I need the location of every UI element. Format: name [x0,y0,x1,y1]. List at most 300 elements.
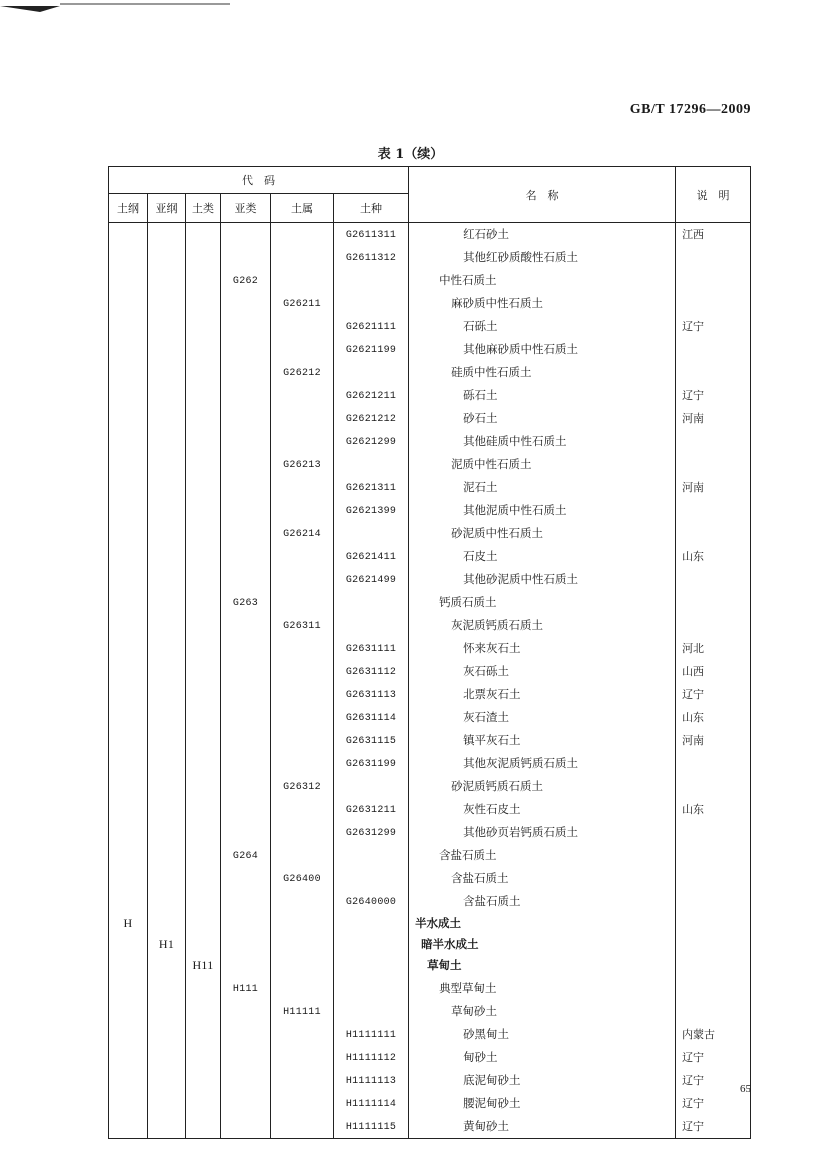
note-province [676,955,751,976]
table-caption: 表 1（续） [377,147,444,162]
order-code [109,499,148,522]
note-province [676,269,751,292]
soil-name: 中性石质土 [409,269,676,292]
group-code [186,752,221,775]
series-code-text: H1111111 [345,1029,397,1041]
note-province: 辽宁 [676,1046,751,1069]
group-code [186,568,221,591]
note-province [676,614,751,637]
soil-name: 钙质石质土 [409,591,676,614]
note-province: 辽宁 [676,384,751,407]
note-province [676,499,751,522]
family-code [271,798,334,821]
family-code [271,660,334,683]
note-province [676,934,751,955]
note-province [676,890,751,913]
soil-name: 灰石砾土 [409,660,676,683]
group-code [186,476,221,499]
order-code [109,430,148,453]
series-code [334,955,409,976]
series-code [334,591,409,614]
subgroup-code [221,430,271,453]
soil-name: 草甸土 [409,955,676,976]
soil-name: 腰泥甸砂土 [409,1092,676,1115]
series-code [334,683,409,706]
group-code [186,591,221,614]
table-row [109,890,751,913]
order-code [109,568,148,591]
family-code [271,499,334,522]
suborder-code [148,913,186,934]
group-code [186,407,221,430]
soil-name: 泥质中性石质土 [409,453,676,476]
series-code [334,499,409,522]
soil-name: 含盐石质土 [409,890,676,913]
series-code [334,977,409,1000]
order-code [109,223,148,247]
group-code [186,522,221,545]
suborder-code [148,384,186,407]
subgroup-code [221,246,271,269]
note-province [676,867,751,890]
family-code-text: G26312 [283,782,321,793]
soil-name: 石砾土 [409,315,676,338]
note-province: 河南 [676,407,751,430]
family-code [271,729,334,752]
col-header-group: 土类 [186,194,221,223]
series-code [334,246,409,269]
group-code [186,338,221,361]
col-header-family: 土属 [271,194,334,223]
table-row [109,1069,751,1092]
family-code [271,934,334,955]
table-row [109,292,751,315]
suborder-code [148,977,186,1000]
note-province: 河南 [676,476,751,499]
group-code [186,614,221,637]
soil-name: 灰石渣土 [409,706,676,729]
subgroup-code [221,568,271,591]
soil-name: 其他硅质中性石质土 [409,430,676,453]
suborder-code [148,890,186,913]
family-code [271,637,334,660]
note-province [676,568,751,591]
family-code [271,453,334,476]
family-code [271,1023,334,1046]
group-code [186,292,221,315]
series-code [334,844,409,867]
table-row [109,637,751,660]
series-code-text: H1111114 [345,1098,397,1110]
family-code-text: G26400 [283,874,321,885]
note-province: 山西 [676,660,751,683]
group-code [186,269,221,292]
series-code [334,1000,409,1023]
order-code [109,292,148,315]
soil-name: 甸砂土 [409,1046,676,1069]
soil-name: 泥石土 [409,476,676,499]
series-code [334,476,409,499]
family-code-text: G26213 [283,460,321,471]
family-code [271,568,334,591]
family-code [271,955,334,976]
group-code [186,1069,221,1092]
family-code [271,430,334,453]
table-row [109,269,751,292]
family-code [271,407,334,430]
series-code-text: G2621399 [345,506,397,517]
family-code [271,977,334,1000]
order-code [109,1046,148,1069]
group-code [186,1046,221,1069]
series-code-text: G2631114 [345,713,397,724]
suborder-code [148,683,186,706]
note-province [676,913,751,934]
table-row [109,934,751,955]
subgroup-code [221,1000,271,1023]
note-province: 山东 [676,798,751,821]
group-code [186,246,221,269]
note-province: 山东 [676,706,751,729]
subgroup-code [221,1092,271,1115]
subgroup-code-text: H111 [232,983,259,995]
soil-name: 其他泥质中性石质土 [409,499,676,522]
suborder-code [148,269,186,292]
family-code [271,338,334,361]
subgroup-code [221,338,271,361]
series-code [334,729,409,752]
series-code-text: G2621199 [345,345,397,356]
family-code [271,315,334,338]
subgroup-code [221,545,271,568]
soil-name: 砂泥质中性石质土 [409,522,676,545]
table-row [109,867,751,890]
soil-name: 其他麻砂质中性石质土 [409,338,676,361]
note-province [676,522,751,545]
suborder-code [148,775,186,798]
suborder-code [148,798,186,821]
soil-name: 含盐石质土 [409,867,676,890]
table-row [109,798,751,821]
suborder-code [148,292,186,315]
suborder-code [148,568,186,591]
name-header: 名 称 [409,167,676,223]
group-code [186,844,221,867]
note-province: 辽宁 [676,1069,751,1092]
suborder-code [148,361,186,384]
series-code-text: G2621311 [345,483,397,494]
suborder-code [148,453,186,476]
family-code [271,384,334,407]
note-province: 辽宁 [676,315,751,338]
group-code [186,1092,221,1115]
series-code [334,1069,409,1092]
order-code [109,844,148,867]
suborder-code [148,1069,186,1092]
group-code [186,913,221,934]
group-code [186,1115,221,1139]
group-code [186,545,221,568]
order-code [109,913,148,934]
group-code [186,955,221,976]
table-row [109,591,751,614]
series-code-text: H1111113 [345,1075,397,1087]
series-code [334,361,409,384]
subgroup-code [221,683,271,706]
table-row [109,522,751,545]
subgroup-code [221,269,271,292]
family-code [271,913,334,934]
family-code [271,1115,334,1139]
family-code [271,752,334,775]
table-row [109,407,751,430]
group-code [186,683,221,706]
series-code-text: G2621211 [345,391,397,402]
table-row [109,430,751,453]
suborder-code [148,867,186,890]
col-header-subgroup: 亚类 [221,194,271,223]
order-code [109,476,148,499]
order-code [109,591,148,614]
subgroup-code [221,1115,271,1139]
note-province: 山东 [676,545,751,568]
series-code-text: G2621212 [345,414,397,425]
series-code [334,637,409,660]
subgroup-code [221,384,271,407]
suborder-code [148,1092,186,1115]
note-province [676,591,751,614]
family-code [271,1069,334,1092]
table-row [109,453,751,476]
series-code [334,890,409,913]
note-province [676,821,751,844]
family-code [271,223,334,247]
family-code [271,246,334,269]
suborder-code [148,1115,186,1139]
family-code [271,844,334,867]
subgroup-code [221,1069,271,1092]
subgroup-code [221,315,271,338]
group-code [186,499,221,522]
series-code [334,614,409,637]
table-row [109,246,751,269]
suborder-code [148,545,186,568]
soil-name: 硅质中性石质土 [409,361,676,384]
family-code [271,821,334,844]
soil-name: 其他灰泥质钙质石质土 [409,752,676,775]
subgroup-code [221,660,271,683]
group-code [186,223,221,247]
series-code [334,821,409,844]
table-row [109,1092,751,1115]
series-code-text: H1111115 [345,1121,397,1133]
subgroup-code [221,798,271,821]
note-header: 说 明 [676,167,751,223]
series-code [334,269,409,292]
table-row [109,1115,751,1139]
note-province [676,246,751,269]
note-province: 辽宁 [676,683,751,706]
soil-name: 麻砂质中性石质土 [409,292,676,315]
family-code [271,591,334,614]
suborder-code [148,821,186,844]
series-code-text: G2631111 [345,644,397,655]
suborder-code [148,246,186,269]
table-row [109,1023,751,1046]
group-code [186,1000,221,1023]
series-code-text: G2631199 [345,759,397,770]
soil-name: 砂石土 [409,407,676,430]
table-row [109,338,751,361]
suborder-code [148,844,186,867]
series-code [334,775,409,798]
soil-name: 暗半水成土 [409,934,676,955]
note-province [676,292,751,315]
subgroup-code [221,522,271,545]
series-code-text: G2621499 [345,575,397,586]
series-code-text: G2611311 [345,230,397,241]
series-code [334,1046,409,1069]
series-code [334,913,409,934]
order-code [109,977,148,1000]
table-row [109,545,751,568]
soil-name: 其他红砂质酸性石质土 [409,246,676,269]
suborder-code [148,499,186,522]
suborder-code [148,729,186,752]
family-code [271,867,334,890]
group-code [186,977,221,1000]
series-code [334,522,409,545]
subgroup-code [221,1046,271,1069]
subgroup-code [221,890,271,913]
subgroup-code [221,752,271,775]
note-province [676,361,751,384]
family-code-text: G26211 [283,299,321,310]
series-code-text: G2621411 [345,552,397,563]
col-header-order: 土纲 [109,194,148,223]
order-code [109,1115,148,1139]
soil-classification-table [108,166,750,1139]
family-code [271,1000,334,1023]
suborder-code [148,752,186,775]
suborder-code [148,476,186,499]
table-row [109,913,751,934]
order-code [109,798,148,821]
soil-name: 含盐石质土 [409,844,676,867]
note-province: 江西 [676,223,751,247]
order-code [109,453,148,476]
note-province [676,453,751,476]
family-code [271,361,334,384]
order-code [109,934,148,955]
series-code [334,384,409,407]
family-code [271,292,334,315]
soil-name: 砂黑甸土 [409,1023,676,1046]
soil-name: 黄甸砂土 [409,1115,676,1139]
order-code [109,729,148,752]
group-code [186,1023,221,1046]
soil-name: 典型草甸土 [409,977,676,1000]
suborder-code [148,706,186,729]
family-code [271,476,334,499]
table-row [109,752,751,775]
order-code [109,821,148,844]
table-row [109,977,751,1000]
table-row [109,821,751,844]
family-code [271,1046,334,1069]
order-code [109,384,148,407]
series-code [334,315,409,338]
series-code [334,706,409,729]
family-code [271,683,334,706]
order-code [109,867,148,890]
order-code [109,955,148,976]
series-code-text: H1111112 [345,1052,397,1064]
series-code [334,1023,409,1046]
note-province: 内蒙古 [676,1023,751,1046]
family-code [271,614,334,637]
order-code [109,1069,148,1092]
suborder-code [148,430,186,453]
series-code [334,934,409,955]
table-row [109,775,751,798]
order-code [109,890,148,913]
subgroup-code [221,292,271,315]
subgroup-code [221,955,271,976]
order-code [109,407,148,430]
series-code-text: G2631115 [345,736,397,747]
table-row [109,706,751,729]
order-code [109,683,148,706]
page-number: 65 [740,1083,751,1095]
subgroup-code [221,977,271,1000]
subgroup-code [221,591,271,614]
order-code [109,660,148,683]
suborder-code [148,637,186,660]
table-row [109,1000,751,1023]
suborder-code [148,407,186,430]
series-code [334,752,409,775]
soil-name: 底泥甸砂土 [409,1069,676,1092]
series-code-text: G2621111 [345,322,397,333]
suborder-code [148,1046,186,1069]
order-code [109,269,148,292]
order-code [109,522,148,545]
note-province [676,338,751,361]
table-row [109,660,751,683]
family-code-text: G26214 [283,529,321,540]
soil-name: 草甸砂土 [409,1000,676,1023]
series-code [334,545,409,568]
family-code [271,269,334,292]
group-code [186,430,221,453]
table-body [109,223,751,1139]
soil-name: 北票灰石土 [409,683,676,706]
table-row [109,361,751,384]
group-code [186,775,221,798]
family-code [271,775,334,798]
order-code [109,775,148,798]
series-code [334,407,409,430]
group-code [186,867,221,890]
suborder-code [148,522,186,545]
col-header-suborder: 亚纲 [148,194,186,223]
series-code [334,453,409,476]
order-code [109,246,148,269]
series-code [334,867,409,890]
series-code-text: G2631112 [345,667,397,678]
order-code [109,361,148,384]
